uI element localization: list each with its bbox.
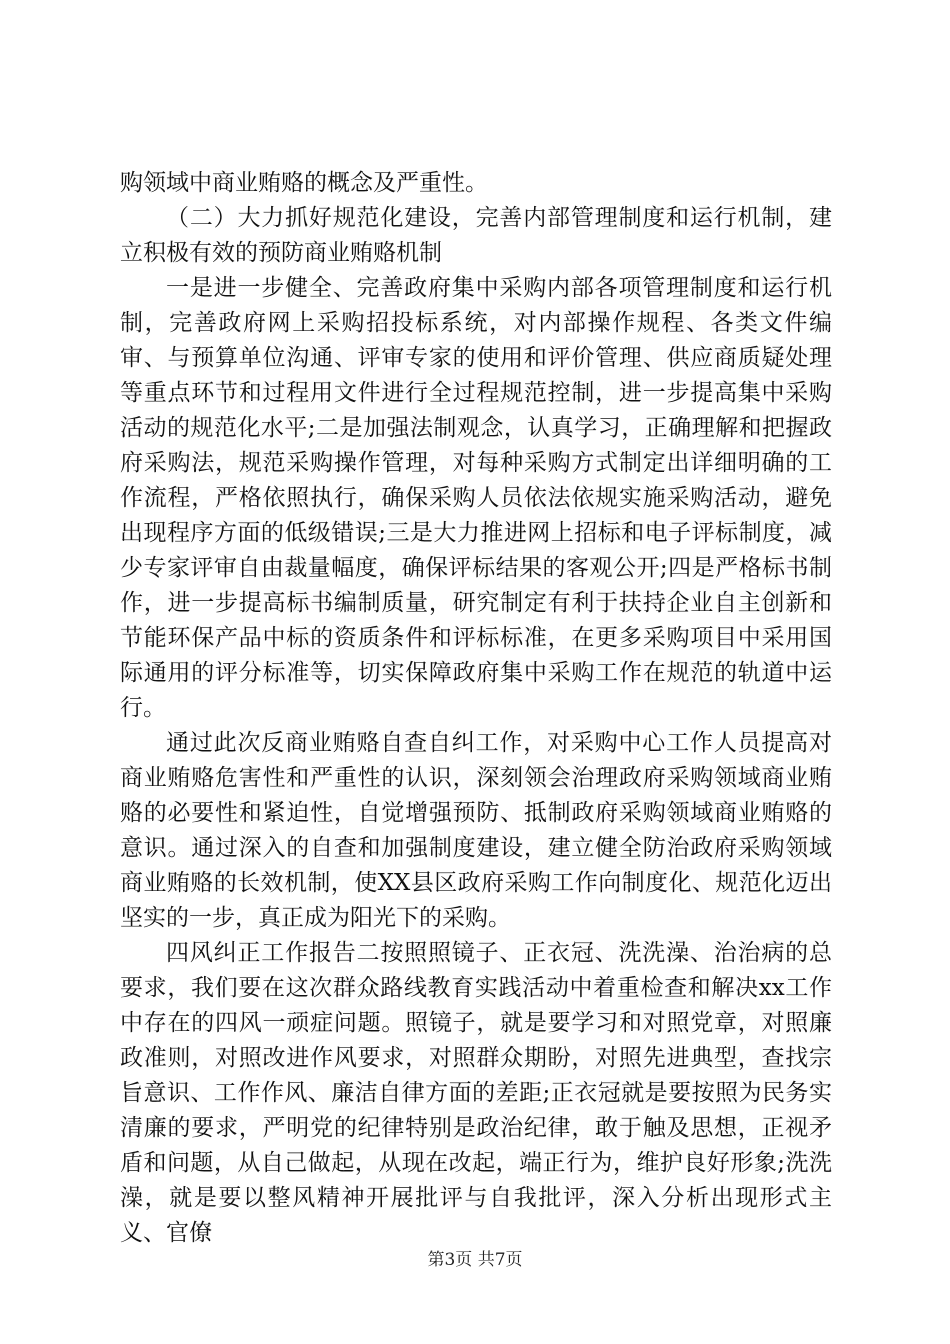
page-footer: 第3页 共7页 bbox=[427, 1250, 523, 1270]
section-heading: （二）大力抓好规范化建设，完善内部管理制度和运行机制，建立积极有效的预防商业贿赂机制 bbox=[120, 205, 832, 266]
paragraph: 通过此次反商业贿赂自查自纠工作，对采购中心工作人员提高对商业贿赂危害性和严重性的认识，深刻领会治理政府采购领域商业贿赂的必要性和紧迫性，自觉增强预防、抵制政府采购领域商业贿赂的意识。通过深入的自查和加强制度建设，建立健全防治政府采购领域商业贿赂的长效机制，使XX县区政府采购工作向制度化、规范化迈出坚实的一步，真正成为阳光下的采购。 bbox=[120, 730, 832, 931]
paragraph-continuation: 购领域中商业贿赂的概念及严重性。 bbox=[120, 170, 488, 196]
paragraph: 四风纠正工作报告二按照照镜子、正衣冠、洗洗澡、治治病的总要求，我们要在这次群众路线教育实践活动中着重检查和解决xx工作中存在的四风一顽症问题。照镜子，就是要学习和对照党章，对照廉政准则，对照改进作风要求，对照群众期盼，对照先进典型，查找宗旨意识、工作作风、廉洁自律方面的差距;正衣冠就是要按照为民务实清廉的要求，严明党的纪律特别是政治纪律，敢于触及思想，正视矛盾和问题，从自己做起，从现在改起，端正行为，维护良好形象;洗洗澡，就是要以整风精神开展批评与自我批评，深入分析出现形式主义、官僚 bbox=[120, 940, 832, 1246]
paragraph: 一是进一步健全、完善政府集中采购内部各项管理制度和运行机制，完善政府网上采购招投标系统，对内部操作规程、各类文件编审、与预算单位沟通、评审专家的使用和评价管理、供应商质疑处理等重点环节和过程用文件进行全过程规范控制，进一步提高集中采购活动的规范化水平;二是加强法制观念，认真学习，正确理解和把握政府采购法，规范采购操作管理，对每种采购方式制定出详细明确的工作流程，严格依照执行，确保采购人员依法依规实施采购活动，避免出现程序方面的低级错误;三是大力推进网上招标和电子评标制度，减少专家评审自由裁量幅度，确保评标结果的客观公开;四是严格标书制作，进一步提高标书编制质量，研究制定有利于扶持企业自主创新和节能环保产品中标的资质条件和评标标准，在更多采购项目中采用国际通用的评分标准等，切实保障政府集中采购工作在规范的轨道中运行。 bbox=[120, 275, 832, 721]
document-body bbox=[120, 166, 832, 1251]
